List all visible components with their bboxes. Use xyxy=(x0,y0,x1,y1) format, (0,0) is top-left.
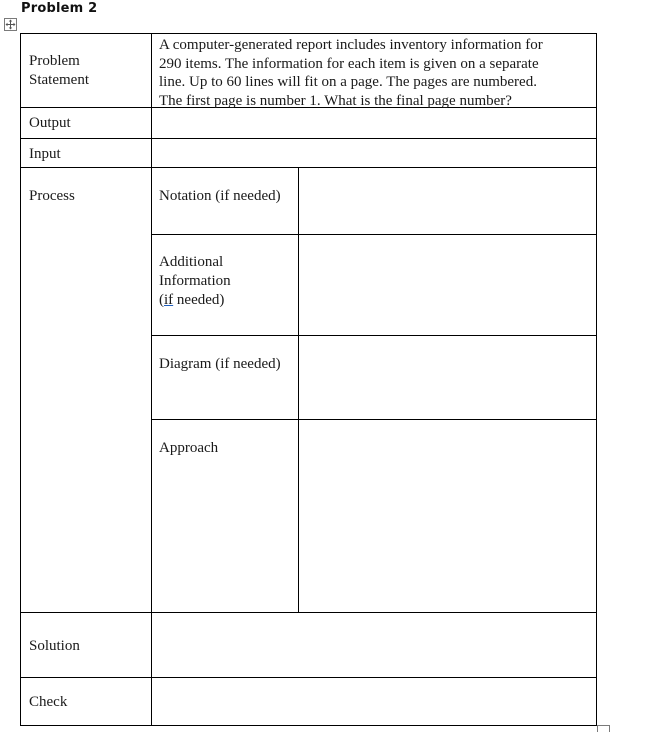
process-row-separator xyxy=(151,234,597,235)
table-border-top xyxy=(20,33,597,34)
additional-line3-rest: needed) xyxy=(173,292,225,308)
additional-line3 xyxy=(159,291,231,310)
row-separator xyxy=(20,138,597,139)
row-separator xyxy=(20,612,597,613)
statement-line: A computer-generated report includes inventory information for xyxy=(159,37,543,53)
statement-line: The first page is number 1. What is the final page number? xyxy=(159,93,512,110)
row-separator xyxy=(20,677,597,678)
process-row-separator xyxy=(151,335,597,336)
output-label: Output xyxy=(29,115,71,131)
approach-label: Approach xyxy=(159,440,219,456)
additional-line2: Information xyxy=(159,273,231,289)
table-border-bottom xyxy=(20,725,597,726)
process-label: Process xyxy=(29,188,75,204)
statement-line: 290 items. The information for each item is given on a separate xyxy=(159,55,539,72)
spellcheck-word[interactable]: if xyxy=(164,292,174,308)
additional-line3-paren: ( xyxy=(159,292,164,308)
additional-information-label xyxy=(159,253,231,310)
additional-line1: Additional xyxy=(159,254,224,270)
diagram-label: Diagram (if needed) xyxy=(159,356,281,372)
check-label: Check xyxy=(29,694,68,710)
input-label: Input xyxy=(29,146,61,162)
process-row-separator xyxy=(151,419,597,420)
solution-label: Solution xyxy=(29,638,80,654)
problem-heading: Problem 2 xyxy=(21,1,98,16)
problem-statement-label-line1: Problem xyxy=(29,53,80,69)
row-separator xyxy=(20,167,597,168)
table-border-right xyxy=(596,33,597,726)
problem-statement-label-line2: Statement xyxy=(29,72,89,88)
statement-line: line. Up to 60 lines will fit on a page. The pages are numbered. xyxy=(159,74,537,91)
table-border-left xyxy=(20,33,21,726)
problem-statement-text xyxy=(159,36,589,111)
table-column-divider xyxy=(151,33,152,726)
move-arrows-icon[interactable] xyxy=(4,18,17,31)
problem-statement-label xyxy=(29,52,89,90)
notation-label: Notation (if needed) xyxy=(159,188,281,204)
